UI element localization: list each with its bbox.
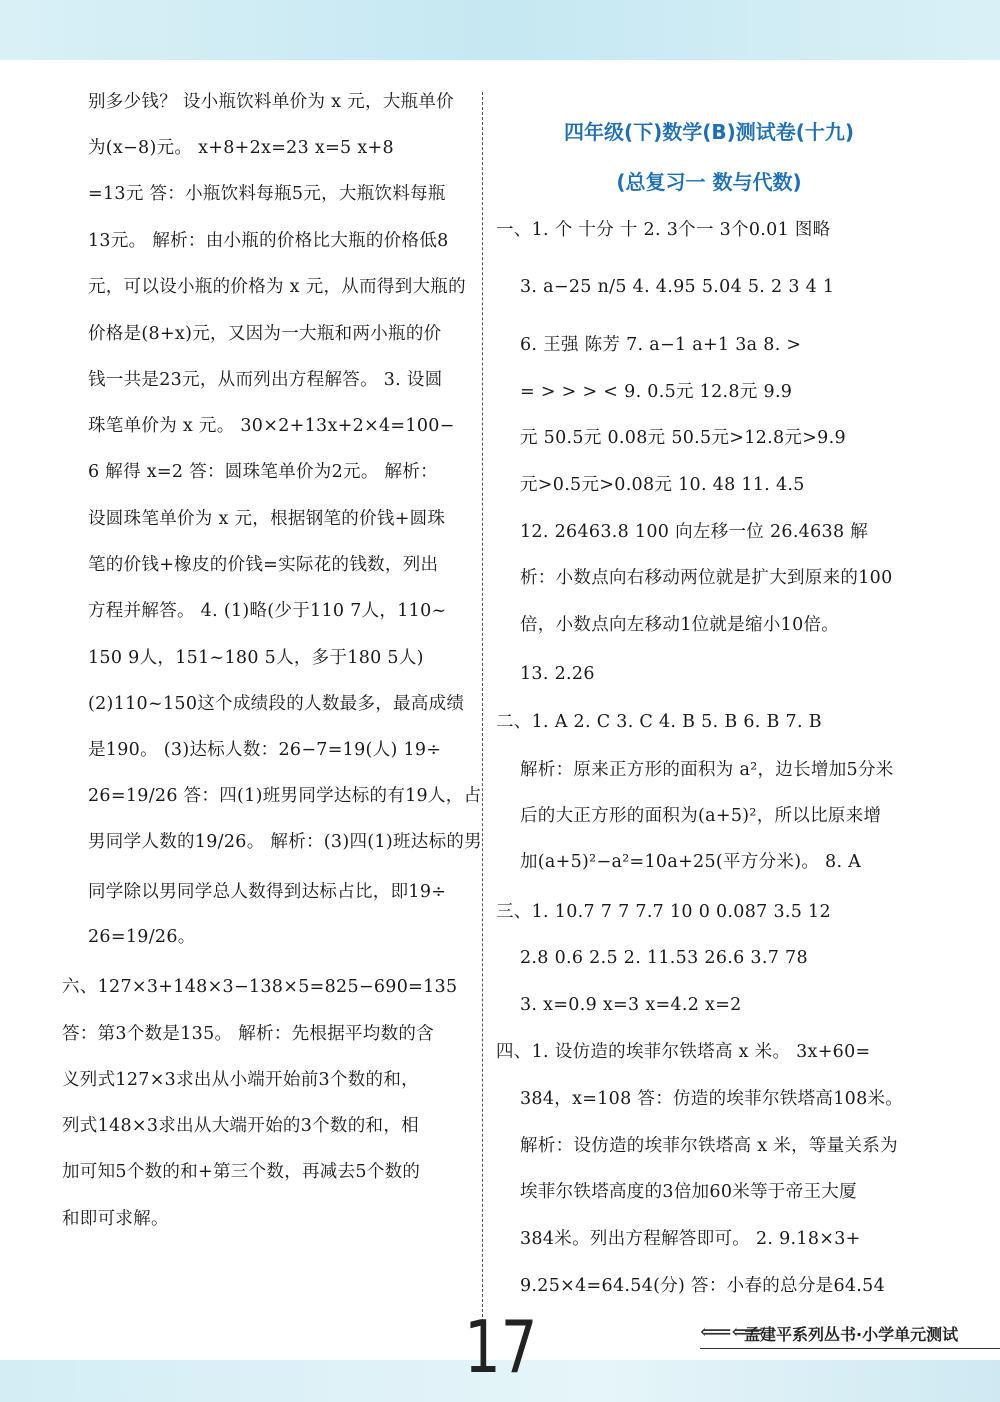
arrow-icon: ⟸⟸ xyxy=(700,1320,764,1345)
top-decorative-band xyxy=(0,0,1000,60)
right-text-line: 析：小数点向右移动两位就是扩大到原来的100 xyxy=(520,568,893,588)
right-text-line: 元>0.5元>0.08元 10. 48 11. 4.5 xyxy=(520,475,805,495)
right-text-line: 12. 26463.8 100 向左移一位 26.4638 解 xyxy=(520,522,869,542)
left-text-line: 元，可以设小瓶的价格为 x 元，从而得到大瓶的 xyxy=(88,277,466,297)
right-text-line: 解析：原来正方形的面积为 a²，边长增加5分米 xyxy=(520,760,894,780)
footer-series-bar xyxy=(700,1318,1000,1349)
left-text-line: 答：第3个数是135。 解析：先根据平均数的含 xyxy=(62,1024,434,1044)
left-text-line: 26=19/26。 xyxy=(88,927,196,947)
right-text-line: 3. a−25 n/5 4. 4.95 5.04 5. 2 3 4 1 xyxy=(520,277,835,297)
left-text-line: 男同学人数的19/26。 解析：(3)四(1)班达标的男 xyxy=(88,832,482,852)
right-text-line: = > > > < 9. 0.5元 12.8元 9.9 xyxy=(520,382,793,402)
left-text-line: 笔的价钱+橡皮的价钱=实际花的钱数，列出 xyxy=(88,555,439,575)
right-text-line: 6. 王强 陈芳 7. a−1 a+1 3a 8. > xyxy=(520,335,802,355)
left-text-line: (2)110~150这个成绩段的人数最多，最高成绩 xyxy=(88,694,465,714)
footer-series-text: 孟建平系列丛书·小学单元测试 xyxy=(744,1325,959,1344)
right-text-line: 3. x=0.9 x=3 x=4.2 x=2 xyxy=(520,995,742,1015)
test-title: 四年级(下)数学(B)测试卷(十九) xyxy=(563,120,855,144)
left-text-line: =13元 答：小瓶饮料每瓶5元，大瓶饮料每瓶 xyxy=(88,184,446,204)
left-text-line: 为(x−8)元。 x+8+2x=23 x=5 x+8 xyxy=(88,138,394,158)
left-text-line: 13元。 解析：由小瓶的价格比大瓶的价格低8 xyxy=(88,231,449,251)
left-text-line: 别多少钱？ 设小瓶饮料单价为 x 元，大瓶单价 xyxy=(88,92,454,112)
left-text-line: 价格是(8+x)元，又因为一大瓶和两小瓶的价 xyxy=(88,324,442,344)
right-text-line: 元 50.5元 0.08元 50.5元>12.8元>9.9 xyxy=(520,428,846,448)
left-text-line: 加可知5个数的和+第三个数，再减去5个数的 xyxy=(62,1162,421,1182)
right-text-line: 2.8 0.6 2.5 2. 11.53 26.6 3.7 78 xyxy=(520,948,808,968)
right-text-line: 二、1. A 2. C 3. C 4. B 5. B 6. B 7. B xyxy=(496,712,822,732)
left-text-line: 珠笔单价为 x 元。 30×2+13x+2×4=100− xyxy=(88,416,455,436)
left-text-line: 和即可求解。 xyxy=(62,1209,169,1229)
left-text-line: 义列式127×3求出从小端开始前3个数的和， xyxy=(62,1070,419,1090)
right-text-line: 13. 2.26 xyxy=(520,664,595,684)
right-text-line: 后的大正方形的面积为(a+5)²，所以比原来增 xyxy=(520,806,882,826)
left-text-line: 150 9人，151~180 5人，多于180 5人) xyxy=(88,648,424,668)
right-text-line: 四、1. 设仿造的埃菲尔铁塔高 x 米。 3x+60= xyxy=(496,1042,871,1062)
right-text-line: 384，x=108 答：仿造的埃菲尔铁塔高108米。 xyxy=(520,1089,904,1109)
right-text-line: 解析：设仿造的埃菲尔铁塔高 x 米，等量关系为 xyxy=(520,1136,898,1156)
column-divider xyxy=(482,92,483,1322)
left-text-line: 钱一共是23元，从而列出方程解答。 3. 设圆 xyxy=(88,370,443,390)
right-text-line: 埃菲尔铁塔高度的3倍加60米等于帝王大厦 xyxy=(520,1182,857,1202)
right-text-line: 三、1. 10.7 7 7 7.7 10 0 0.087 3.5 12 xyxy=(496,902,831,922)
left-text-line: 是190。 (3)达标人数：26−7=19(人) 19÷ xyxy=(88,740,442,760)
left-text-line: 同学除以男同学总人数得到达标占比，即19÷ xyxy=(88,882,447,902)
right-text-line: 倍，小数点向左移动1位就是缩小10倍。 xyxy=(520,615,840,635)
right-text-line: 384米。列出方程解答即可。 2. 9.18×3+ xyxy=(520,1229,861,1249)
test-subtitle: (总复习一 数与代数) xyxy=(616,170,802,194)
left-text-line: 设圆珠笔单价为 x 元，根据钢笔的价钱+圆珠 xyxy=(88,509,446,529)
right-text-line: 9.25×4=64.54(分) 答：小春的总分是64.54 xyxy=(520,1276,886,1296)
left-text-line: 方程并解答。 4. (1)略(少于110 7人，110~ xyxy=(88,601,447,621)
left-text-line: 六、127×3+148×3−138×5=825−690=135 xyxy=(62,977,458,997)
right-text-line: 一、1. 个 十分 十 2. 3个一 3个0.01 图略 xyxy=(496,220,831,240)
left-text-line: 6 解得 x=2 答：圆珠笔单价为2元。 解析： xyxy=(88,462,438,482)
left-text-line: 列式148×3求出从大端开始的3个数的和，相 xyxy=(62,1116,419,1136)
right-text-line: 加(a+5)²−a²=10a+25(平方分米)。 8. A xyxy=(520,852,862,872)
left-text-line: 26=19/26 答：四(1)班男同学达标的有19人，占 xyxy=(88,786,482,806)
handwritten-page-number: 17 xyxy=(464,1305,538,1389)
